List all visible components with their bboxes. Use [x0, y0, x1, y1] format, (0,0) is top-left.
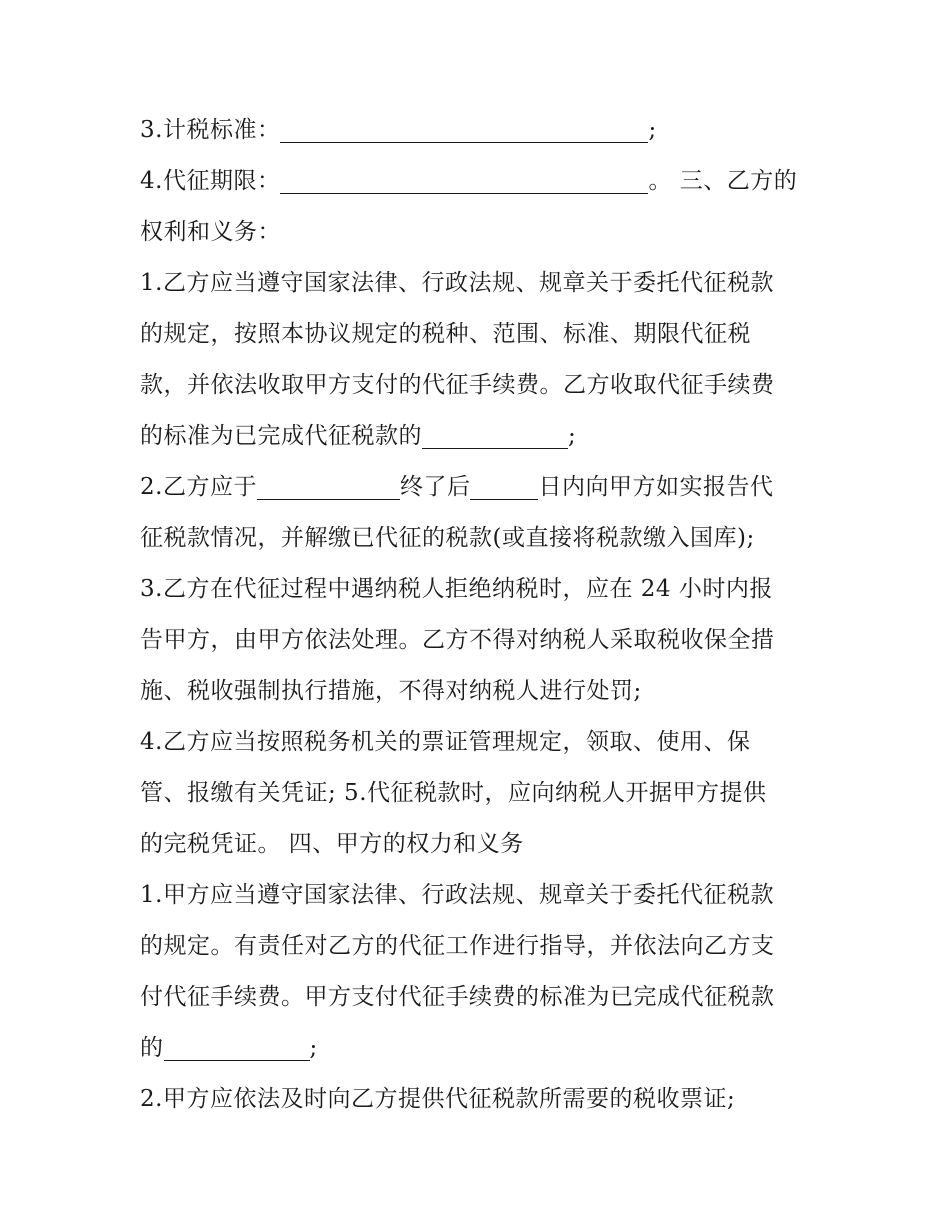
- fill-in-blank: [257, 471, 400, 500]
- text-line: 3.乙方在代征过程中遇纳税人拒绝纳税时，应在 24 小时内报: [140, 576, 773, 602]
- line-text: 的: [140, 1035, 164, 1061]
- text-line: 付代征手续费。甲方支付代征手续费的标准为已完成代征税款: [140, 984, 775, 1010]
- line-text: 终了后: [399, 474, 471, 500]
- text-line: [140, 105, 812, 156]
- fill-in-blank: [164, 1032, 310, 1061]
- text-line: 的完税凭证。 四、甲方的权力和义务: [140, 831, 524, 857]
- fill-in-blank: [422, 420, 568, 449]
- text-line: 4.乙方应当按照税务机关的票证管理规定，领取、使用、保: [140, 729, 751, 755]
- text-line: 1.甲方应当遵守国家法律、行政法规、规章关于委托代征税款: [140, 882, 774, 908]
- line-text: 2.乙方应于: [140, 474, 257, 500]
- text-line: 管、报缴有关凭证; 5.代征税款时，应向纳税人开据甲方提供: [140, 780, 767, 806]
- text-line: 告甲方，由甲方依法处理。乙方不得对纳税人采取税收保全措: [140, 627, 775, 653]
- fill-in-blank: [280, 114, 648, 143]
- text-line: [140, 1023, 812, 1074]
- line-text: 3.计税标准：: [140, 117, 281, 143]
- text-line: 权利和义务：: [140, 219, 281, 245]
- document-body: [140, 105, 812, 1125]
- text-line: 的规定，按照本协议规定的税种、范围、标准、期限代征税: [140, 321, 751, 347]
- line-text: 4.代征期限：: [140, 168, 281, 194]
- text-line: 款，并依法收取甲方支付的代征手续费。乙方收取代征手续费: [140, 372, 775, 398]
- line-text: ;: [309, 1035, 318, 1061]
- line-text: 。 三、乙方的: [648, 168, 798, 194]
- text-line: [140, 156, 812, 207]
- line-text: ;: [568, 423, 577, 449]
- line-text: 日内向甲方如实报告代: [538, 474, 774, 500]
- fill-in-blank: [280, 165, 648, 194]
- text-line: 2.甲方应依法及时向乙方提供代征税款所需要的税收票证;: [140, 1086, 736, 1112]
- text-line: 施、税收强制执行措施，不得对纳税人进行处罚;: [140, 678, 642, 704]
- line-text: 的标准为已完成代征税款的: [140, 423, 422, 449]
- fill-in-blank: [470, 471, 538, 500]
- text-line: [140, 411, 812, 462]
- line-text: ;: [648, 117, 657, 143]
- text-line: 征税款情况，并解缴已代征的税款(或直接将税款缴入国库);: [140, 525, 755, 551]
- text-line: 的规定。有责任对乙方的代征工作进行指导，并依法向乙方支: [140, 933, 775, 959]
- text-line: 1.乙方应当遵守国家法律、行政法规、规章关于委托代征税款: [140, 270, 774, 296]
- text-line: [140, 462, 812, 513]
